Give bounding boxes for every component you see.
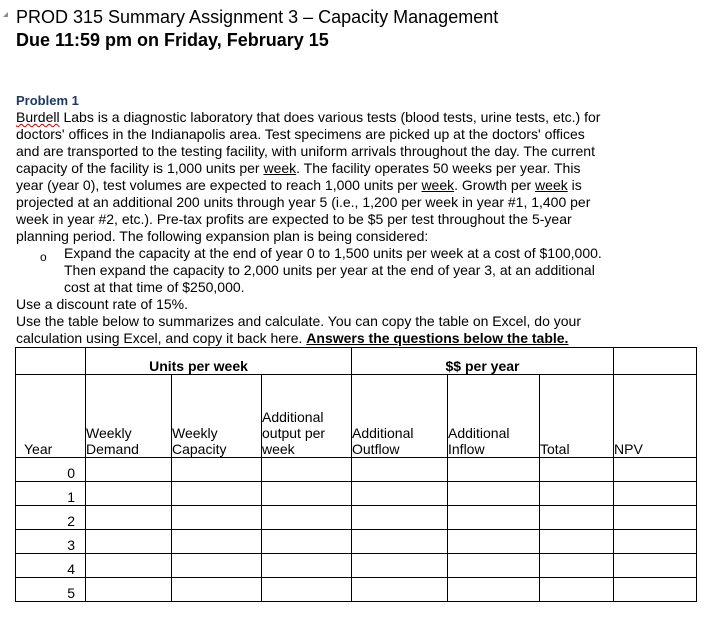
units-per-week-header: Units per week [86, 348, 352, 375]
instruction-line: calculation using Excel, and copy it back here. Answers the questions below the table. [16, 330, 569, 346]
due-date: Due 11:59 pm on Friday, February 15 [16, 30, 329, 50]
paragraph-line: planning period. The following expansion plan is being considered: [16, 228, 429, 244]
col-header-weekly-capacity: Weekly Capacity [172, 375, 262, 458]
additional-outflow-cell[interactable] [352, 458, 448, 482]
dollars-per-year-header: $$ per year [352, 348, 614, 375]
additional-outflow-cell[interactable] [352, 506, 448, 530]
paragraph-line: Burdell Labs is a diagnostic laboratory that does various tests (blood tests, urine tests, etc.) for [16, 109, 601, 125]
additional-output-cell[interactable] [262, 506, 352, 530]
weekly-capacity-cell[interactable] [172, 530, 262, 554]
problem-paragraph [16, 109, 706, 245]
table-row [16, 530, 697, 554]
total-cell[interactable] [540, 578, 614, 602]
weekly-capacity-cell[interactable] [172, 506, 262, 530]
year-cell: 0 [16, 458, 86, 482]
additional-outflow-cell[interactable] [352, 530, 448, 554]
additional-inflow-cell[interactable] [448, 578, 540, 602]
col-header-additional-outflow: Additional Outflow [352, 375, 448, 458]
table-row [16, 578, 697, 602]
weekly-demand-cell[interactable] [86, 530, 172, 554]
year-cell: 1 [16, 482, 86, 506]
additional-inflow-cell[interactable] [448, 458, 540, 482]
additional-output-cell[interactable] [262, 458, 352, 482]
npv-cell[interactable] [614, 554, 697, 578]
group-header-blank [16, 348, 86, 375]
paragraph-line: and are transported to the testing facility, with uniform arrivals throughout the day. The current [16, 143, 595, 159]
additional-inflow-cell[interactable] [448, 482, 540, 506]
group-header-row [16, 348, 697, 375]
group-header-npv-blank [614, 348, 697, 375]
table-row [16, 458, 697, 482]
total-cell[interactable] [540, 506, 614, 530]
additional-outflow-cell[interactable] [352, 482, 448, 506]
problem-heading: Problem 1 [16, 93, 79, 108]
npv-cell[interactable] [614, 578, 697, 602]
weekly-capacity-cell[interactable] [172, 482, 262, 506]
col-header-additional-output: Additional output per week [262, 375, 352, 458]
additional-inflow-cell[interactable] [448, 506, 540, 530]
column-header-row [16, 375, 697, 458]
additional-output-cell[interactable] [262, 554, 352, 578]
additional-inflow-cell[interactable] [448, 554, 540, 578]
weekly-demand-cell[interactable] [86, 458, 172, 482]
total-cell[interactable] [540, 458, 614, 482]
col-header-additional-inflow: Additional Inflow [448, 375, 540, 458]
weekly-demand-cell[interactable] [86, 578, 172, 602]
npv-cell[interactable] [614, 506, 697, 530]
npv-cell[interactable] [614, 458, 697, 482]
paragraph-line: year (year 0), test volumes are expected to reach 1,000 units per week. Growth per week is [16, 177, 582, 193]
paragraph-line: week in year #2, etc.). Pre-tax profits are expected to be $5 per test throughout the 5-year [16, 211, 572, 227]
weekly-demand-cell[interactable] [86, 554, 172, 578]
bullet-line: Then expand the capacity to 2,000 units per year at the end of year 3, at an additional [64, 262, 595, 278]
col-header-total: Total [540, 375, 614, 458]
year-cell: 2 [16, 506, 86, 530]
spellcheck-word[interactable]: Burdell [16, 109, 60, 125]
additional-outflow-cell[interactable] [352, 578, 448, 602]
npv-cell[interactable] [614, 482, 697, 506]
paragraph-line: doctors' offices in the Indianapolis area. Test specimens are picked up at the doctors' offices [16, 126, 585, 142]
assignment-title: PROD 315 Summary Assignment 3 – Capacity Management [16, 7, 499, 27]
table-row [16, 482, 697, 506]
total-cell[interactable] [540, 554, 614, 578]
discount-rate-line: Use a discount rate of 15%. [16, 296, 188, 312]
total-cell[interactable] [540, 482, 614, 506]
bullet-marker: o [40, 250, 47, 264]
total-cell[interactable] [540, 530, 614, 554]
weekly-capacity-cell[interactable] [172, 554, 262, 578]
year-cell: 4 [16, 554, 86, 578]
table-row [16, 554, 697, 578]
bullet-line: Expand the capacity at the end of year 0 to 1,500 units per week at a cost of $100,000. [64, 245, 602, 261]
year-cell: 5 [16, 578, 86, 602]
answers-note: Answers the questions below the table. [306, 330, 569, 346]
expansion-plan-bullet [64, 245, 602, 296]
paragraph-line: capacity of the facility is 1,000 units per week. The facility operates 50 weeks per year. This [16, 160, 581, 176]
col-header-year: Year [16, 375, 86, 458]
table-row [16, 506, 697, 530]
additional-output-cell[interactable] [262, 530, 352, 554]
weekly-capacity-cell[interactable] [172, 578, 262, 602]
additional-output-cell[interactable] [262, 482, 352, 506]
paragraph-line: projected at an additional 200 units through year 5 (i.e., 1,200 per week in year #1, 1,400 per [16, 194, 591, 210]
instructions [16, 296, 581, 347]
year-cell: 3 [16, 530, 86, 554]
summary-table [15, 347, 697, 602]
collapse-triangle-icon[interactable] [3, 12, 8, 17]
weekly-demand-cell[interactable] [86, 506, 172, 530]
additional-outflow-cell[interactable] [352, 554, 448, 578]
col-header-weekly-demand: Weekly Demand [86, 375, 172, 458]
weekly-capacity-cell[interactable] [172, 458, 262, 482]
npv-cell[interactable] [614, 530, 697, 554]
additional-inflow-cell[interactable] [448, 530, 540, 554]
instruction-line: Use the table below to summarizes and calculate. You can copy the table on Excel, do your [16, 313, 582, 329]
bullet-line: cost at that time of $250,000. [64, 279, 245, 295]
col-header-npv: NPV [614, 375, 697, 458]
additional-output-cell[interactable] [262, 578, 352, 602]
weekly-demand-cell[interactable] [86, 482, 172, 506]
